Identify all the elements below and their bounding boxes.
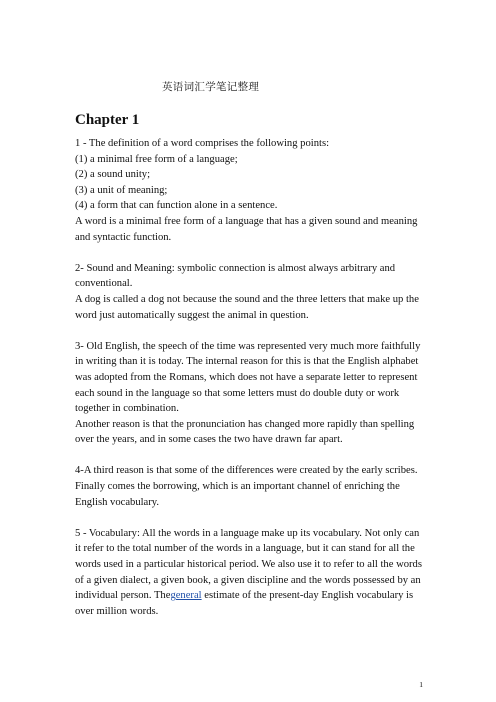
section-3-text-2: Another reason is that the pronunciation has changed more rapidly than spelling over the years, and in some cases the two have drawn far apart.	[75, 418, 415, 446]
section-3-text: 3- Old English, the speech of the time was represented very much more faithfully in writing than it is today. The internal reason for this is that the English alphabet was adopted from the Romans, which does not have a separate letter to represent each sound in the language so that some letters must do double duty or work together in combination.	[75, 340, 421, 415]
definition-point-4: (4) a form that can function alone in a sentence.	[75, 200, 278, 212]
document-title: 英语词汇学笔记整理	[162, 81, 260, 93]
section-5-text-before: 5 - Vocabulary: All the words in a language make up its vocabulary. Not only can it refer to the total number of the words in a language, but it can stand for all the words used in a particular historical period. We also use it to refer to all the words of a given dialect, a given book, a given discipline and the words possessed by an individual person. The	[75, 527, 422, 602]
paragraph-gap	[75, 245, 425, 261]
section-1-intro: 1 - The definition of a word comprises the following points:	[75, 138, 330, 149]
chapter-heading: Chapter 1	[75, 112, 140, 128]
section-1-summary: A word is a minimal free form of a language that has a given sound and meaning and syntactic function.	[75, 215, 418, 243]
section-5-text-after: estimate of the present-day English vocabulary is over million words.	[75, 590, 414, 617]
section-5-text	[75, 526, 425, 620]
general-link[interactable]: general	[170, 590, 202, 602]
definition-point-1: (1) a minimal free form of a language;	[75, 153, 238, 165]
section-2-text: A dog is called a dog not because the sound and the three letters that make up the word just automatically suggest the animal in question.	[75, 293, 419, 321]
paragraph-gap	[75, 323, 425, 339]
paragraph-gap	[75, 448, 425, 464]
paragraph-gap	[75, 510, 425, 526]
section-2-heading: 2- Sound and Meaning: symbolic connection is almost always arbitrary and conventional.	[75, 262, 396, 290]
definition-point-2: (2) a sound unity;	[75, 169, 151, 181]
document-body	[75, 136, 425, 619]
definition-point-3: (3) a unit of meaning;	[75, 184, 168, 196]
page-number: 1	[419, 680, 423, 689]
section-4-text: 4-A third reason is that some of the differences were created by the early scribes. Finally comes the borrowing, which is an important channel of enriching the English vocabulary.	[75, 465, 418, 508]
